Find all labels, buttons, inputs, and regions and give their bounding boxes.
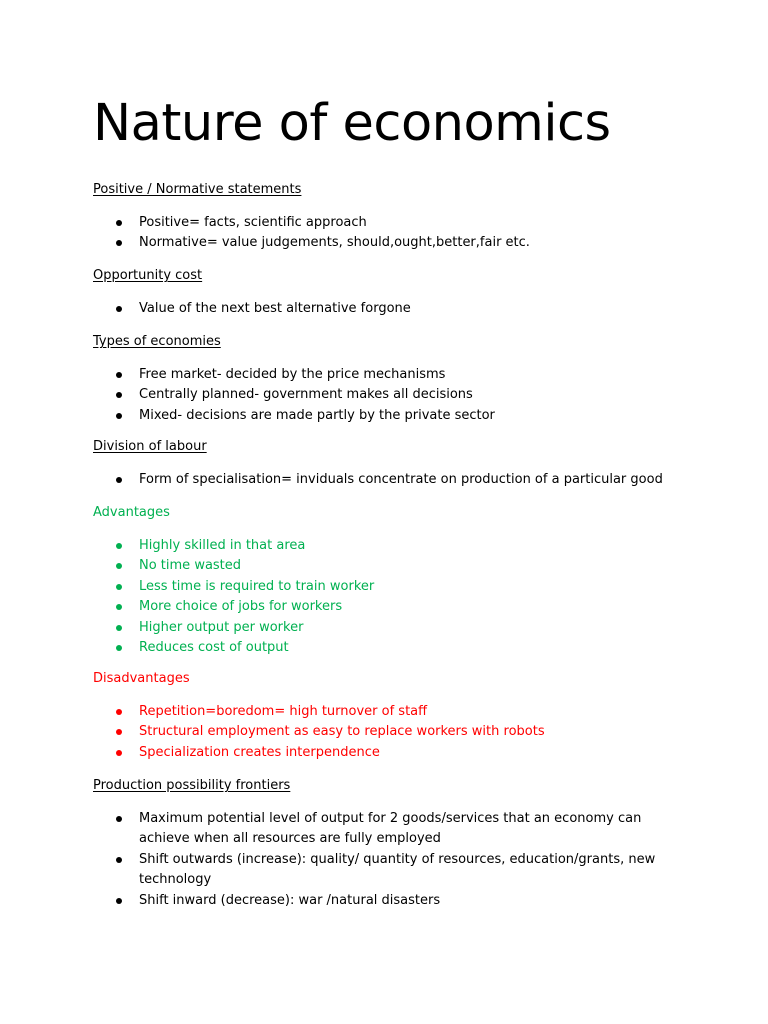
section-heading: Production possibility frontiers [93, 778, 291, 793]
list-item-text: Normative= value judgements, should,ought,better,fair etc. [139, 235, 530, 251]
bullet-icon [116, 477, 122, 483]
list-item [93, 385, 683, 405]
bullet-list [93, 536, 683, 658]
bullet-icon [116, 584, 122, 590]
section-division-of-labour [93, 438, 683, 490]
list-item [93, 406, 683, 426]
bullet-icon [116, 750, 122, 756]
list-item [93, 365, 683, 385]
list-item [93, 809, 683, 850]
bullet-list [93, 213, 683, 254]
bullet-icon [116, 240, 122, 246]
bullet-icon [116, 413, 122, 419]
bullet-icon [116, 816, 122, 822]
list-item-text: Reduces cost of output [139, 640, 289, 656]
bullet-icon [116, 729, 122, 735]
section-heading: Positive / Normative statements [93, 182, 302, 197]
section-opportunity-cost [93, 267, 683, 319]
list-item-text: Specialization creates interpendence [139, 744, 380, 760]
bullet-icon [116, 543, 122, 549]
section-disadvantages [93, 670, 683, 763]
list-item-text: Value of the next best alternative forgone [139, 301, 411, 316]
bullet-icon [116, 898, 122, 904]
section-heading: Advantages [93, 505, 170, 520]
list-item [93, 743, 683, 763]
list-item [93, 638, 683, 658]
list-item [93, 891, 683, 911]
bullet-list [93, 702, 683, 763]
list-item [93, 597, 683, 617]
bullet-icon [116, 306, 122, 312]
section-advantages [93, 504, 683, 658]
list-item-text: Maximum potential level of output for 2 goods/services that an economy can achieve when all resources are fully employed [139, 811, 642, 847]
bullet-icon [116, 372, 122, 378]
section-heading: Types of economies [93, 334, 221, 349]
list-item [93, 722, 683, 742]
bullet-list [93, 470, 683, 490]
list-item-text: Centrally planned- government makes all decisions [139, 387, 473, 403]
list-item [93, 536, 683, 556]
bullet-icon [116, 563, 122, 569]
section-ppf [93, 777, 683, 911]
section-heading: Disadvantages [93, 671, 190, 686]
bullet-icon [116, 645, 122, 651]
list-item-text: Less time is required to train worker [139, 578, 375, 594]
bullet-icon [116, 709, 122, 715]
bullet-icon [116, 625, 122, 631]
list-item-text: Higher output per worker [139, 619, 304, 635]
list-item [93, 299, 683, 319]
list-item-text: Repetition=boredom= high turnover of staff [139, 704, 428, 719]
bullet-icon [116, 604, 122, 610]
list-item [93, 577, 683, 597]
list-item-text: Mixed- decisions are made partly by the private sector [139, 407, 495, 423]
list-item [93, 850, 683, 891]
bullet-list [93, 299, 683, 319]
list-item-text: Structural employment as easy to replace workers with robots [139, 724, 545, 740]
list-item-text: More choice of jobs for workers [139, 599, 343, 615]
list-item [93, 702, 683, 722]
list-item-text: Highly skilled in that area [139, 538, 306, 553]
bullet-icon [116, 220, 122, 226]
list-item [93, 233, 683, 253]
list-item-text: No time wasted [139, 558, 242, 574]
section-heading: Opportunity cost [93, 268, 203, 283]
section-positive-normative [93, 181, 683, 254]
list-item-text: Free market- decided by the price mechanisms [139, 367, 446, 382]
bullet-icon [116, 392, 122, 398]
bullet-list [93, 809, 683, 911]
list-item [93, 556, 683, 576]
list-item [93, 618, 683, 638]
document-title: Nature of economics [93, 94, 611, 153]
list-item-text: Form of specialisation= inviduals concentrate on production of a particular good [139, 472, 663, 487]
bullet-icon [116, 857, 122, 863]
list-item-text: Shift outwards (increase): quality/ quantity of resources, education/grants, new technology [139, 851, 656, 888]
section-types-of-economies [93, 333, 683, 426]
list-item-text: Shift inward (decrease): war /natural disasters [139, 892, 441, 908]
list-item [93, 470, 683, 490]
section-heading: Division of labour [93, 439, 207, 454]
bullet-list [93, 365, 683, 426]
list-item-text: Positive= facts, scientific approach [139, 215, 367, 230]
list-item [93, 213, 683, 233]
